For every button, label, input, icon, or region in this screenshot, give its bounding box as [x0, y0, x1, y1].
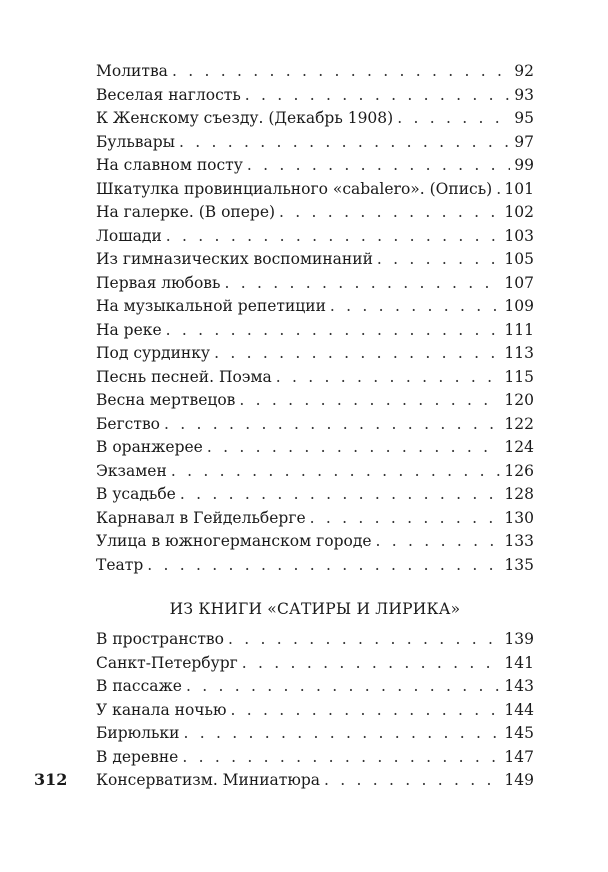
toc-entry-page: 93: [514, 85, 534, 104]
toc-entry-page: 133: [504, 532, 534, 550]
toc-entry: [96, 389, 534, 413]
toc-entry-page: 105: [504, 250, 534, 268]
dot-leader: [166, 225, 501, 249]
toc-entry-title: К Женскому съезду. (Декабрь 1908): [96, 109, 394, 127]
toc-entry-page: 135: [504, 555, 534, 574]
dot-leader: [214, 342, 500, 366]
dot-leader: [276, 366, 501, 390]
dot-leader: [182, 746, 500, 770]
dot-leader: [376, 530, 501, 554]
toc-entry-title: В усадьбе: [96, 485, 176, 503]
dot-leader: [172, 60, 510, 84]
dot-leader: [397, 107, 510, 131]
toc-entry-page: 102: [504, 203, 534, 221]
dot-leader: [377, 248, 501, 272]
toc-entry-page: 149: [504, 771, 534, 789]
toc-entry-title: Театр: [96, 555, 144, 574]
dot-leader: [228, 628, 500, 652]
toc-entry-title: Песнь песней. Поэма: [96, 367, 272, 386]
toc-entry-title: У канала ночью: [96, 700, 227, 719]
toc-entry-title: На реке: [96, 320, 162, 339]
dot-leader: [179, 131, 510, 155]
toc-entry: [96, 628, 534, 652]
toc-entry-title: На галерке. (В опере): [96, 203, 276, 221]
toc-entry-page: 130: [504, 508, 534, 527]
toc-entry: [96, 154, 534, 178]
toc-entry-page: 122: [504, 414, 534, 433]
dot-leader: [171, 460, 501, 484]
toc-entry-page: 111: [504, 320, 534, 339]
toc-entry: [96, 483, 534, 507]
toc-entry: [96, 295, 534, 319]
toc-entry-page: 115: [504, 367, 534, 386]
toc-entry: [96, 769, 534, 793]
toc-entry-page: 103: [504, 226, 534, 245]
toc-entry-page: 95: [514, 109, 534, 127]
dot-leader: [239, 389, 500, 413]
toc-entry-title: В пассаже: [96, 677, 182, 695]
dot-leader: [186, 675, 500, 699]
dot-leader: [224, 272, 500, 296]
toc-entry: [96, 675, 534, 699]
toc-entry-page: 101: [504, 179, 534, 198]
toc-entry: [96, 84, 534, 108]
toc-entry: [96, 652, 534, 676]
toc-entry: [96, 722, 534, 746]
toc-entry-page: 128: [504, 485, 534, 503]
dot-leader: [231, 699, 501, 723]
toc-list-part2: [96, 628, 534, 793]
toc-entry-title: В деревне: [96, 747, 179, 766]
toc-entry: [96, 107, 534, 131]
dot-leader: [166, 319, 501, 343]
toc-entry-title: На славном посту: [96, 156, 243, 174]
dot-leader: [310, 507, 501, 531]
toc-entry-title: В оранжерее: [96, 438, 203, 456]
toc-entry-title: Бульвары: [96, 132, 176, 151]
toc-entry-title: Первая любовь: [96, 273, 221, 292]
dot-leader: [207, 436, 501, 460]
dot-leader: [247, 154, 510, 178]
dot-leader: [330, 295, 500, 319]
toc-entry-title: Лошади: [96, 226, 162, 245]
toc-entry: [96, 413, 534, 437]
toc-entry: [96, 272, 534, 296]
toc-entry-page: 141: [504, 653, 534, 672]
toc-entry-title: Экзамен: [96, 461, 167, 480]
dot-leader: [242, 652, 501, 676]
page-number: 312: [34, 770, 68, 789]
toc-entry-title: Консерватизм. Миниатюра: [96, 771, 321, 789]
toc-list-part1: [96, 60, 534, 577]
toc-entry: [96, 201, 534, 225]
toc-entry-title: Молитва: [96, 62, 168, 80]
toc-entry-title: Улица в южногерманском городе: [96, 532, 372, 550]
toc-entry: [96, 530, 534, 554]
toc-entry: [96, 319, 534, 343]
toc-entry: [96, 60, 534, 84]
dot-leader: [279, 201, 500, 225]
toc-entry-title: Весна мертвецов: [96, 391, 236, 409]
toc-entry-page: 145: [504, 724, 534, 742]
toc-entry-page: 143: [504, 677, 534, 695]
dot-leader: [164, 413, 500, 437]
toc-entry-title: Бегство: [96, 414, 160, 433]
toc-entry-title: Карнавал в Гейдельберге: [96, 508, 306, 527]
dot-leader: [245, 84, 510, 108]
toc-entry-page: 144: [504, 700, 534, 719]
toc-entry-page: 126: [504, 461, 534, 480]
toc-entry-title: Шкатулка провинциального «cabalero». (Опись): [96, 179, 493, 198]
toc-entry-page: 120: [504, 391, 534, 409]
toc-entry: [96, 178, 534, 202]
toc-entry-page: 99: [514, 156, 534, 174]
toc-entry-page: 147: [504, 747, 534, 766]
dot-leader: [183, 722, 500, 746]
toc-entry: [96, 366, 534, 390]
toc-entry: [96, 699, 534, 723]
toc-entry-page: 113: [504, 344, 534, 362]
toc-entry: [96, 436, 534, 460]
toc-entry: [96, 342, 534, 366]
section-heading: ИЗ КНИГИ «САТИРЫ И ЛИРИКА»: [169, 600, 461, 618]
toc-entry-title: Из гимназических воспоминаний: [96, 250, 373, 268]
toc-entry-title: Под сурдинку: [96, 344, 211, 362]
toc-entry-title: Санкт-Петербург: [96, 653, 238, 672]
toc-entry: [96, 554, 534, 578]
toc-entry-title: На музыкальной репетиции: [96, 297, 326, 315]
dot-leader: [324, 769, 500, 793]
toc-entry-page: 139: [504, 630, 534, 648]
toc-entry-title: Веселая наглость: [96, 85, 241, 104]
toc-entry: [96, 746, 534, 770]
toc-entry: [96, 248, 534, 272]
toc-entry: [96, 131, 534, 155]
toc-entry-title: Бирюльки: [96, 724, 180, 742]
toc-entry-page: 124: [504, 438, 534, 456]
toc-entry-page: 92: [514, 62, 534, 80]
toc-entry: [96, 225, 534, 249]
toc-entry: [96, 507, 534, 531]
toc-entry-page: 97: [514, 132, 534, 151]
dot-leader: [180, 483, 501, 507]
toc-entry: [96, 460, 534, 484]
toc-entry-page: 107: [504, 273, 534, 292]
toc-entry-page: 109: [504, 297, 534, 315]
toc-entry-title: В пространство: [96, 630, 224, 648]
dot-leader: [147, 554, 500, 578]
